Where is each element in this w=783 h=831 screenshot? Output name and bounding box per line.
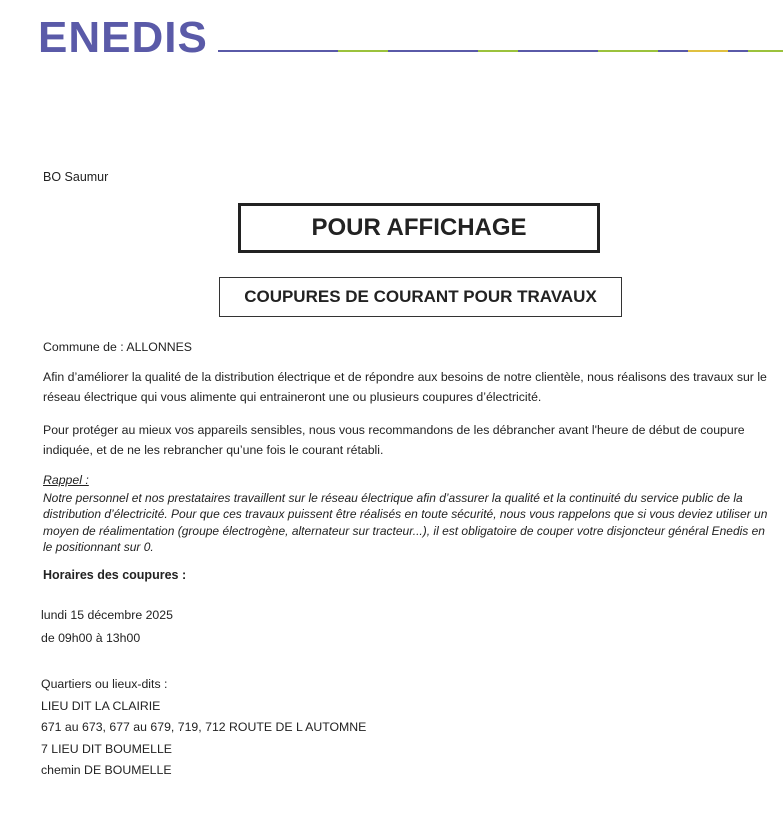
list-item: 671 au 673, 677 au 679, 719, 712 ROUTE DE L AUTOMNE <box>41 720 367 734</box>
list-item: LIEU DIT LA CLAIRIE <box>41 698 161 713</box>
horaires-title: Horaires des coupures : <box>43 568 187 582</box>
subtitle-box <box>219 277 622 317</box>
intro-paragraph: Afin d’améliorer la qualité de la distribution électrique et de répondre aux besoins de notre clientèle, nous réalisons des travaux sur le réseau électrique qui vous alimente qui entraineront une ou plusieurs coupures d’électricité. <box>43 370 767 404</box>
header-decorative-line <box>218 48 783 54</box>
outage-time: de 09h00 à 13h00 <box>41 631 141 645</box>
outage-date: lundi 15 décembre 2025 <box>41 608 173 622</box>
list-item: chemin DE BOUMELLE <box>41 763 172 777</box>
quartiers-list <box>41 674 366 782</box>
sender-office: BO Saumur <box>43 170 109 184</box>
quartiers-title: Quartiers ou lieux-dits : <box>41 677 168 691</box>
advice-paragraph: Pour protéger au mieux vos appareils sensibles, nous vous recommandons de les débrancher avant l'heure de début de coupure indiquée, et de ne les rebrancher qu’une fois le courant rétabli. <box>43 423 745 457</box>
commune-line: Commune de : ALLONNES <box>43 340 192 354</box>
subtitle-text: COUPURES DE COURANT POUR TRAVAUX <box>244 287 597 306</box>
list-item: 7 LIEU DIT BOUMELLE <box>41 741 172 756</box>
title-text: POUR AFFICHAGE <box>311 214 527 241</box>
enedis-logo-text: ENEDIS <box>38 13 208 62</box>
title-box <box>238 203 600 253</box>
rappel-label: Rappel : <box>43 473 89 487</box>
rappel-text: Notre personnel et nos prestataires travaillent sur le réseau électrique afin d’assurer la qualité et la continuité du service public de la distribution d’électricité. Pour que ces travaux puissent être réalisés en toute sécurité, nous vous rappelons que si vous deviez utiliser un moyen de réalimentation (groupe électrogène, alternateur sur tracteur...), il est obligatoire de couper votre disjoncteur général Enedis en le positionnant sur 0. <box>43 491 768 554</box>
enedis-logo <box>38 13 208 62</box>
